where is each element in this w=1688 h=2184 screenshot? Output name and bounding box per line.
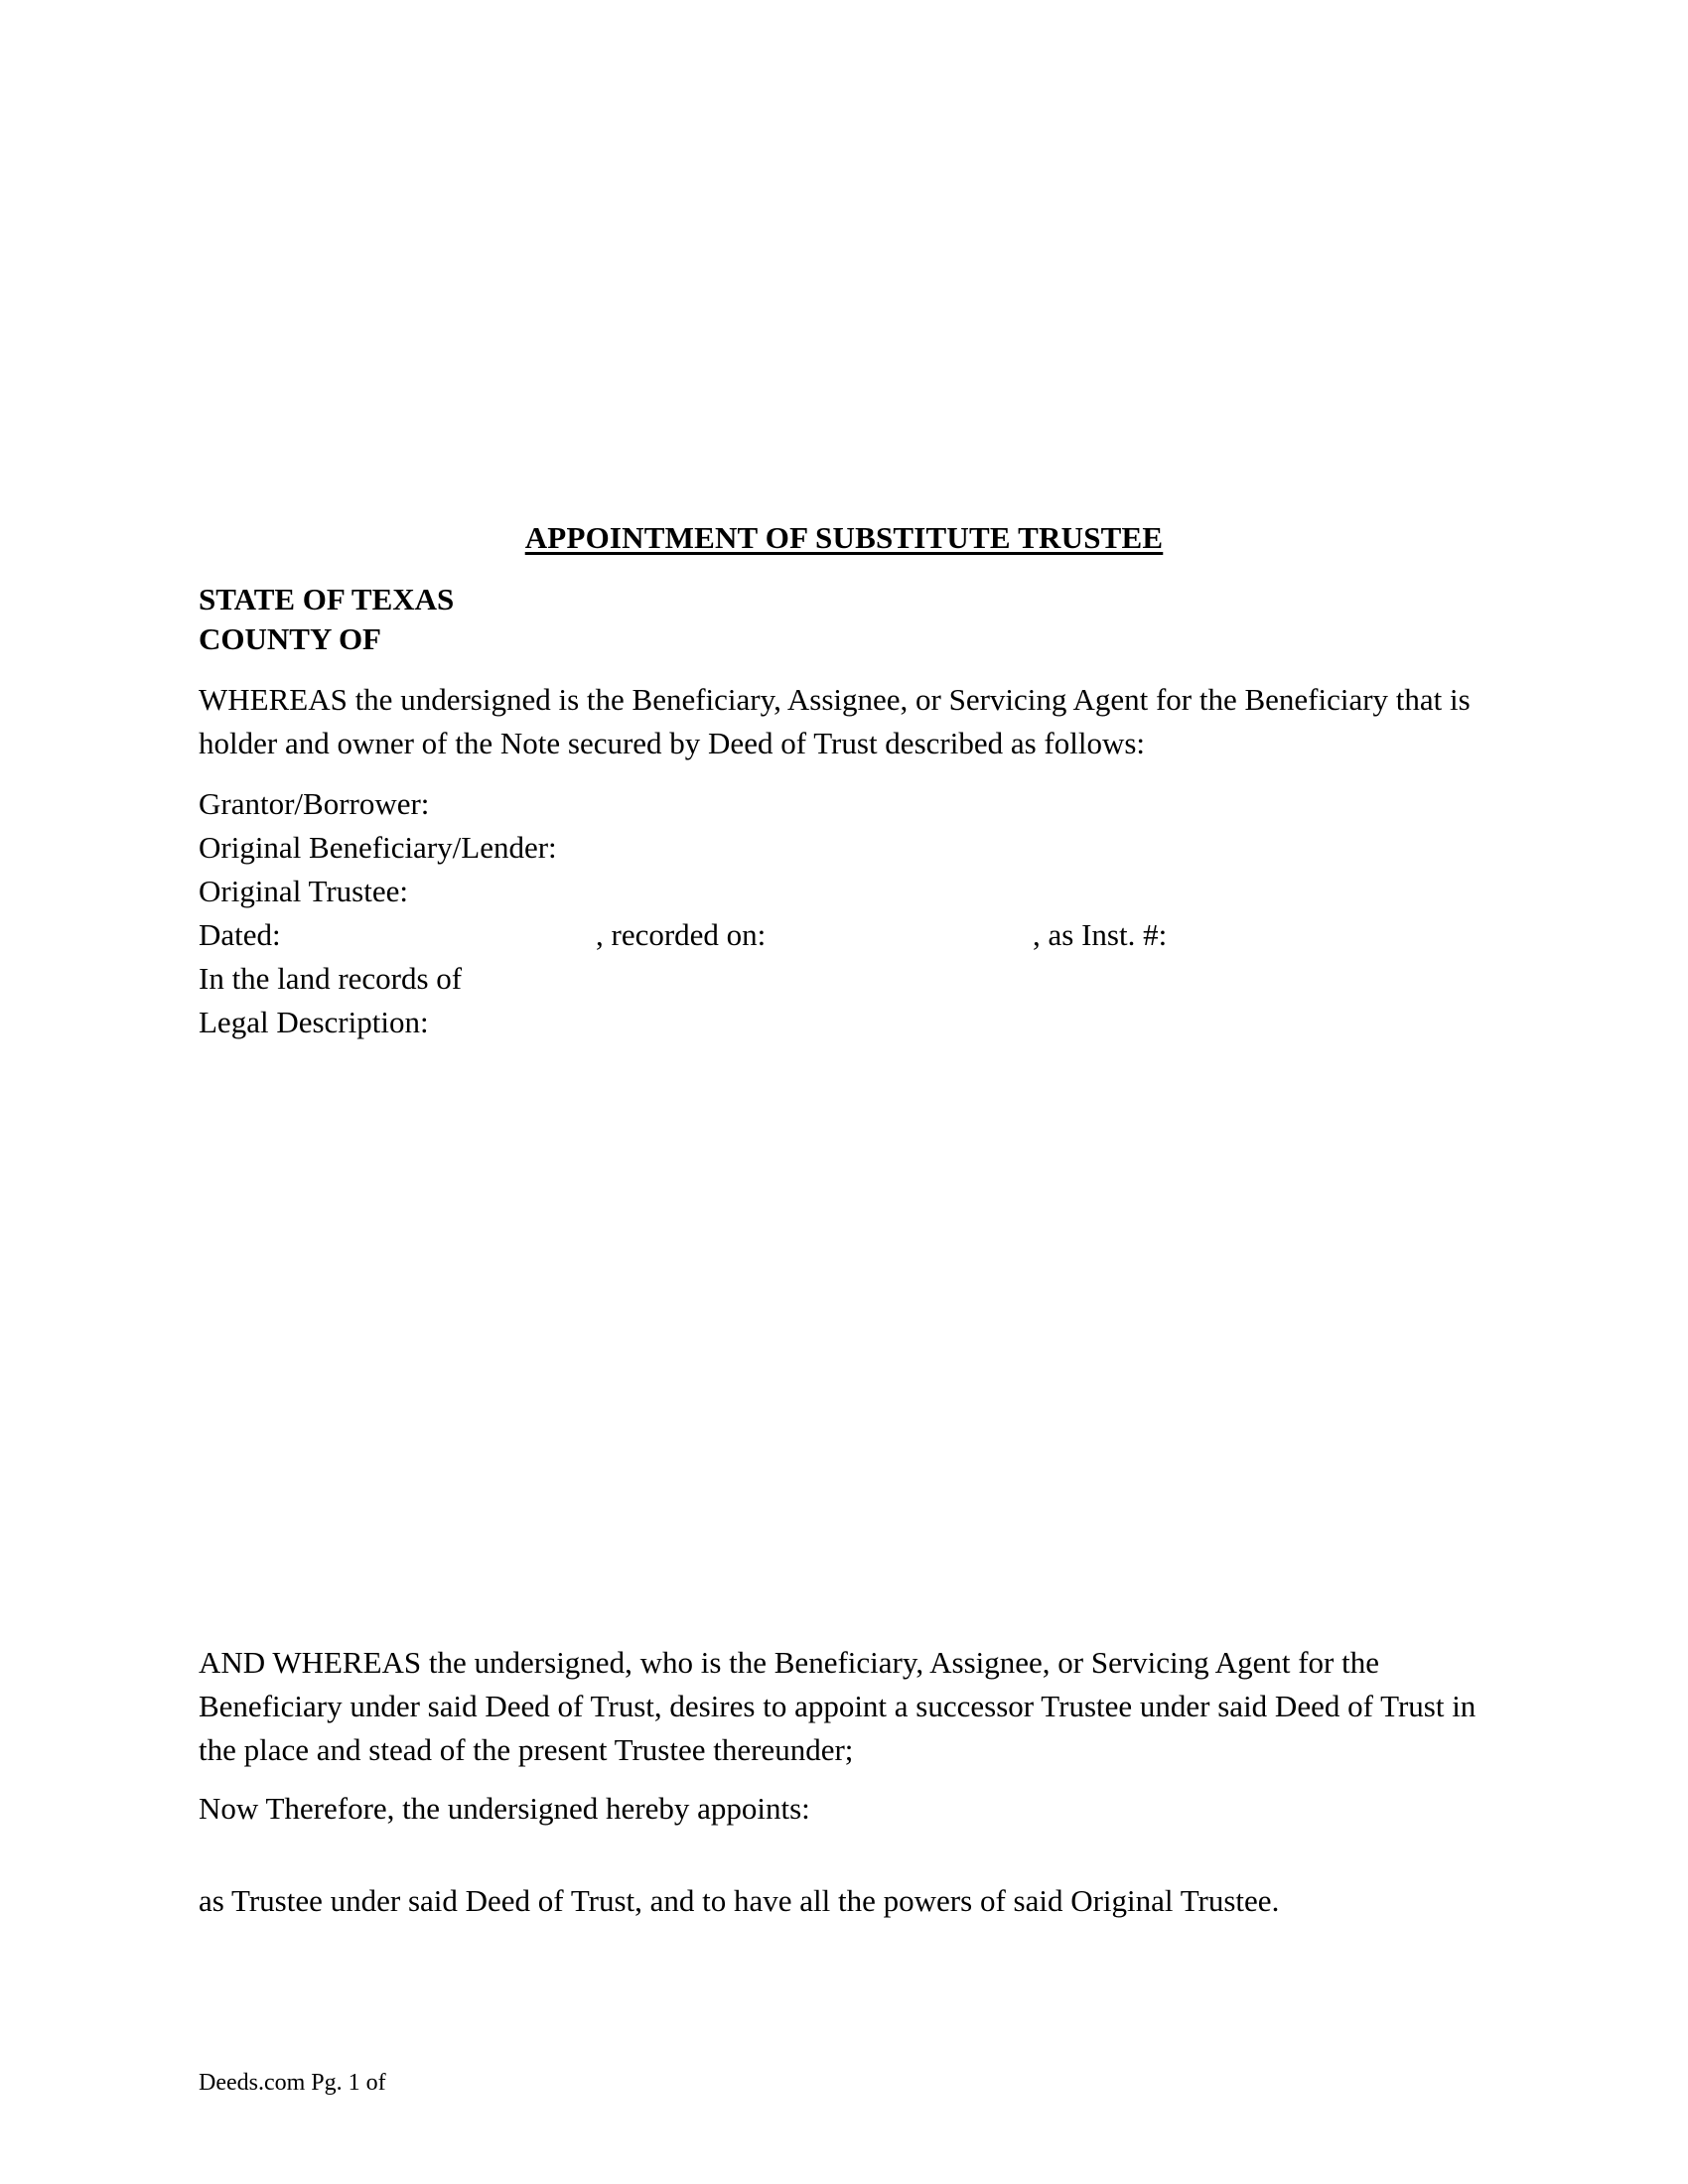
recorded-on-label: , recorded on: [596,917,767,952]
state-line: STATE OF TEXAS [199,582,455,616]
dated-label: Dated: [199,917,281,952]
whereas-paragraph: WHEREAS the undersigned is the Beneficiary, Assignee, or Servicing Agent for the Beneficiary that is holder and owner of the Note secured by Deed of Trust described as follows: [199,682,1471,760]
and-whereas-paragraph: AND WHEREAS the undersigned, who is the Beneficiary, Assignee, or Servicing Agent for the Beneficiary under said Deed of Trust, desires to appoint a successor Trustee under said Deed of Trust in the place and stead of the present Trustee thereunder; [199,1645,1477,1767]
original-beneficiary-label: Original Beneficiary/Lender: [199,830,557,865]
grantor-borrower-label: Grantor/Borrower: [199,786,430,821]
land-records-label: In the land records of [199,961,463,996]
document-title: APPOINTMENT OF SUBSTITUTE TRUSTEE [524,520,1164,555]
inst-number-label: , as Inst. #: [1033,917,1168,952]
page-footer: Deeds.com Pg. 1 of [199,2070,386,2096]
now-therefore-line: Now Therefore, the undersigned hereby appoints: [199,1791,810,1826]
as-trustee-line: as Trustee under said Deed of Trust, and to have all the powers of said Original Trustee. [199,1883,1280,1918]
county-line: COUNTY OF [199,621,381,656]
original-trustee-label: Original Trustee: [199,874,408,908]
legal-description-label: Legal Description: [199,1005,429,1039]
